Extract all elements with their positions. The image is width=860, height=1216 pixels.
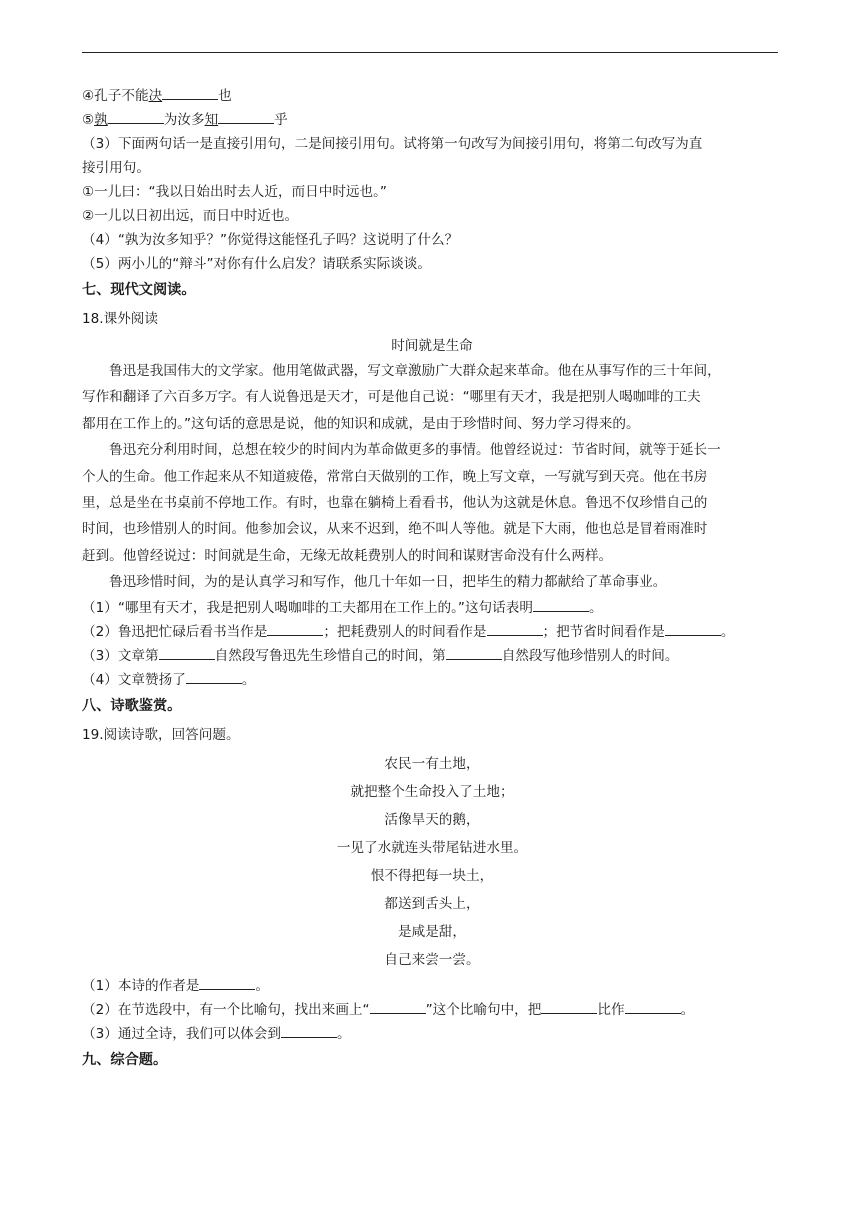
question-19-2: （2）在节选段中，有一个比喻句，找出来画上“ ”这个比喻句中，把 比作 。 (82, 998, 782, 1022)
answer-blank[interactable] (267, 620, 323, 636)
page-content (82, 84, 782, 1074)
poem-line: 农民一有土地， (384, 755, 480, 772)
poem-line: 都送到舌头上， (384, 895, 480, 912)
question-3-line1: （3）下面两句话一是直接引用句，二是间接引用句。试将第一句改写为间接引用句，将第二句改写为直 (82, 136, 703, 152)
poem-line: 自己来尝一尝。 (384, 951, 480, 968)
question-19-number: 19.阅读诗歌，回答问题。 (82, 726, 240, 743)
sentence-1: ①一儿曰：“我以日始出时去人近，而日中时远也。” (82, 184, 387, 200)
question-19-1: （1）本诗的作者是 。 (82, 974, 782, 998)
paragraph-1-line: 鲁迅是我国伟大的文学家。他用笔做武器，写文章激励广大群众起来革命。他在从事写作的三十年间， (109, 363, 721, 379)
section-7-heading: 七、现代文阅读。 (82, 282, 196, 298)
answer-blank[interactable] (370, 998, 426, 1014)
sentence-2: ②一儿以日初出远，而日中时近也。 (82, 208, 299, 224)
answer-blank[interactable] (487, 620, 543, 636)
answer-blank[interactable] (218, 108, 274, 124)
question-18-2: （2）鲁迅把忙碌后看书当作是 ；把耗费别人的时间看作是 ；把节省时间看作是 。 (82, 620, 782, 644)
passage-title: 时间就是生命 (391, 338, 473, 354)
poem-line: 一见了水就连头带尾钻进水里。 (336, 839, 528, 856)
answer-blank[interactable] (162, 84, 218, 100)
question-3-line2: 接引用句。 (82, 160, 150, 176)
poem-line: 恨不得把每一块土， (370, 867, 494, 884)
paragraph-1-line: 都用在工作上的。”这句话的意思是说，他的知识和成就，是由于珍惜时间、努力学习得来的。 (82, 415, 640, 432)
question-5: （5）两小儿的“辩斗”对你有什么启发？请联系实际谈谈。 (82, 256, 431, 272)
question-4: （4）“孰为汝多知乎？”你觉得这能怪孔子吗？这说明了什么？ (82, 232, 459, 248)
answer-blank[interactable] (541, 998, 597, 1014)
answer-blank[interactable] (186, 668, 242, 684)
answer-blank[interactable] (108, 108, 164, 124)
answer-blank[interactable] (199, 974, 255, 990)
answer-blank[interactable] (159, 644, 215, 660)
answer-blank[interactable] (665, 620, 721, 636)
sub-item-4: ④孔子不能决 也 (82, 84, 782, 108)
question-18-1: （1）“哪里有天才，我是把别人喝咖啡的工夫都用在工作上的。”这句话表明 。 (82, 596, 782, 620)
poem-line: 活像旱天的鹅， (384, 811, 480, 828)
poem-line: 是咸是甜， (398, 923, 466, 940)
question-18-4: （4）文章赞扬了 。 (82, 668, 782, 692)
poem-line: 就把整个生命投入了土地； (350, 783, 514, 800)
question-19-3: （3）通过全诗，我们可以体会到 。 (82, 1022, 782, 1046)
section-8-heading: 八、诗歌鉴赏。 (82, 697, 182, 714)
paragraph-2-line: 个人的生命。他工作起来从不知道疲倦，常常白天做别的工作，晚上写文章，一写就写到天亮。他在书房 (82, 468, 708, 485)
question-18-3: （3）文章第 自然段写鲁迅先生珍惜自己的时间，第 自然段写他珍惜别人的时间。 (82, 644, 782, 668)
answer-blank[interactable] (625, 998, 681, 1014)
paragraph-2-line: 鲁迅充分利用时间，总想在较少的时间内为革命做更多的事情。他曾经说过：节省时间，就等于延长一 (109, 442, 721, 459)
paragraph-2-line: 时间，也珍惜别人的时间。他参加会议，从来不迟到，绝不叫人等他。就是下大雨，他也总是冒着雨准时 (82, 521, 708, 538)
answer-blank[interactable] (281, 1022, 337, 1038)
sub-item-5: ⑤孰 为汝多知 乎 (82, 108, 782, 132)
answer-blank[interactable] (533, 596, 589, 612)
section-9-heading: 九、综合题。 (82, 1051, 168, 1068)
answer-blank[interactable] (446, 644, 502, 660)
paragraph-2-line: 赶到。他曾经说过：时间就是生命，无缘无故耗费别人的时间和谋财害命没有什么两样。 (82, 547, 613, 564)
header-rule (82, 52, 778, 53)
question-18-number: 18.课外阅读 (82, 311, 158, 327)
paragraph-1-line: 写作和翻译了六百多万字。有人说鲁迅是天才，可是他自己说：“哪里有天才，我是把别人喝咖啡的工夫 (82, 389, 701, 406)
paragraph-3: 鲁迅珍惜时间，为的是认真学习和写作，他几十年如一日，把毕生的精力都献给了革命事业。 (109, 574, 667, 591)
paragraph-2-line: 里，总是坐在书桌前不停地工作。有时，也靠在躺椅上看看书，他认为这就是休息。鲁迅不仅珍惜自己的 (82, 494, 708, 511)
